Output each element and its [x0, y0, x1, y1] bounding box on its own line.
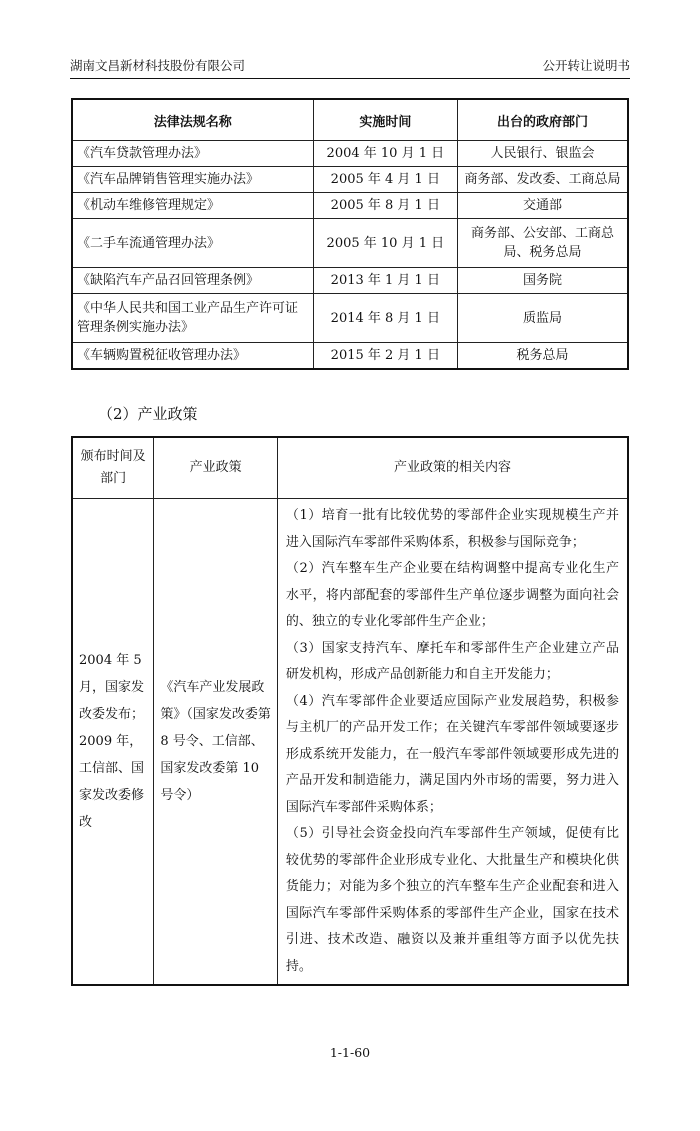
table-row — [72, 167, 628, 193]
law-date: 2005 年 4 月 1 日 — [313, 167, 458, 193]
law-date: 2014 年 8 月 1 日 — [313, 294, 458, 343]
policy-content — [277, 499, 628, 986]
law-date: 2013 年 1 月 1 日 — [313, 268, 458, 294]
law-date: 2005 年 10 月 1 日 — [313, 219, 458, 268]
table-row — [72, 343, 628, 370]
header-law-name: 法律法规名称 — [72, 99, 313, 141]
table-row — [72, 294, 628, 343]
header-issue-time-dept: 颁布时间及部门 — [72, 437, 154, 499]
law-dept: 国务院 — [458, 268, 628, 294]
law-dept: 商务部、公安部、工商总局、税务总局 — [458, 219, 628, 268]
laws-table — [71, 98, 629, 370]
law-date: 2004 年 10 月 1 日 — [313, 141, 458, 167]
header-policy: 产业政策 — [154, 437, 278, 499]
law-dept: 人民银行、银监会 — [458, 141, 628, 167]
law-dept: 交通部 — [458, 193, 628, 219]
law-name: 《汽车品牌销售管理实施办法》 — [72, 167, 313, 193]
header-effective-date: 实施时间 — [313, 99, 458, 141]
law-name: 《缺陷汽车产品召回管理条例》 — [72, 268, 313, 294]
table-row — [72, 193, 628, 219]
law-dept: 质监局 — [458, 294, 628, 343]
policy-item: （1）培育一批有比较优势的零部件企业实现规模生产并进入国际汽车零部件采购体系，积极参与国际竞争； — [285, 508, 619, 550]
laws-table-header — [72, 99, 628, 141]
header-rule — [70, 78, 630, 79]
policy-issue-dept: 2004 年 5 月，国家发改委发布；2009 年，工信部、国家发改委修改 — [72, 499, 154, 986]
law-name: 《机动车维修管理规定》 — [72, 193, 313, 219]
law-dept: 商务部、发改委、工商总局 — [458, 167, 628, 193]
table-row — [72, 141, 628, 167]
law-name: 《二手车流通管理办法》 — [72, 219, 313, 268]
law-name: 《汽车贷款管理办法》 — [72, 141, 313, 167]
company-name: 湖南文昌新材科技股份有限公司 — [70, 58, 246, 73]
section-heading: （2）产业政策 — [98, 405, 198, 423]
policy-item: （4）汽车零部件企业要适应国际产业发展趋势，积极参与主机厂的产品开发工作；在关键汽车零部件领域要逐步形成系统开发能力，在一般汽车零部件领域要形成先进的产品开发和制造能力，满足国内外市场的需要，努力进入国际汽车零部件采购体系； — [285, 693, 619, 815]
table-row — [72, 219, 628, 268]
law-dept: 税务总局 — [458, 343, 628, 370]
law-name: 《中华人民共和国工业产品生产许可证管理条例实施办法》 — [72, 294, 313, 343]
policy-table — [71, 436, 629, 986]
header-issuing-dept: 出台的政府部门 — [458, 99, 628, 141]
header-policy-content: 产业政策的相关内容 — [277, 437, 628, 499]
policy-name: 《汽车产业发展政策》（国家发改委第 8 号令、工信部、国家发改委第 10 号令） — [154, 499, 278, 986]
policy-item: （5）引导社会资金投向汽车零部件生产领域，促使有比较优势的零部件企业形成专业化、大批量生产和模块化供货能力；对能为多个独立的汽车整车生产企业配套和进入国际汽车零部件采购体系的零部件生产企业，国家在技术引进、技术改造、融资以及兼并重组等方面予以优先扶持。 — [285, 826, 619, 974]
document-title: 公开转让说明书 — [542, 58, 630, 73]
policy-table-header — [72, 437, 628, 499]
law-date: 2005 年 8 月 1 日 — [313, 193, 458, 219]
page-number: 1-1-60 — [329, 1045, 371, 1060]
page-header — [70, 56, 630, 76]
table-row — [72, 499, 628, 986]
policy-item: （3）国家支持汽车、摩托车和零部件生产企业建立产品研发机构，形成产品创新能力和自主开发能力； — [285, 640, 619, 682]
policy-item: （2）汽车整车生产企业要在结构调整中提高专业化生产水平，将内部配套的零部件生产单位逐步调整为面向社会的、独立的专业化零部件生产企业； — [285, 561, 619, 629]
law-date: 2015 年 2 月 1 日 — [313, 343, 458, 370]
law-name: 《车辆购置税征收管理办法》 — [72, 343, 313, 370]
table-row — [72, 268, 628, 294]
